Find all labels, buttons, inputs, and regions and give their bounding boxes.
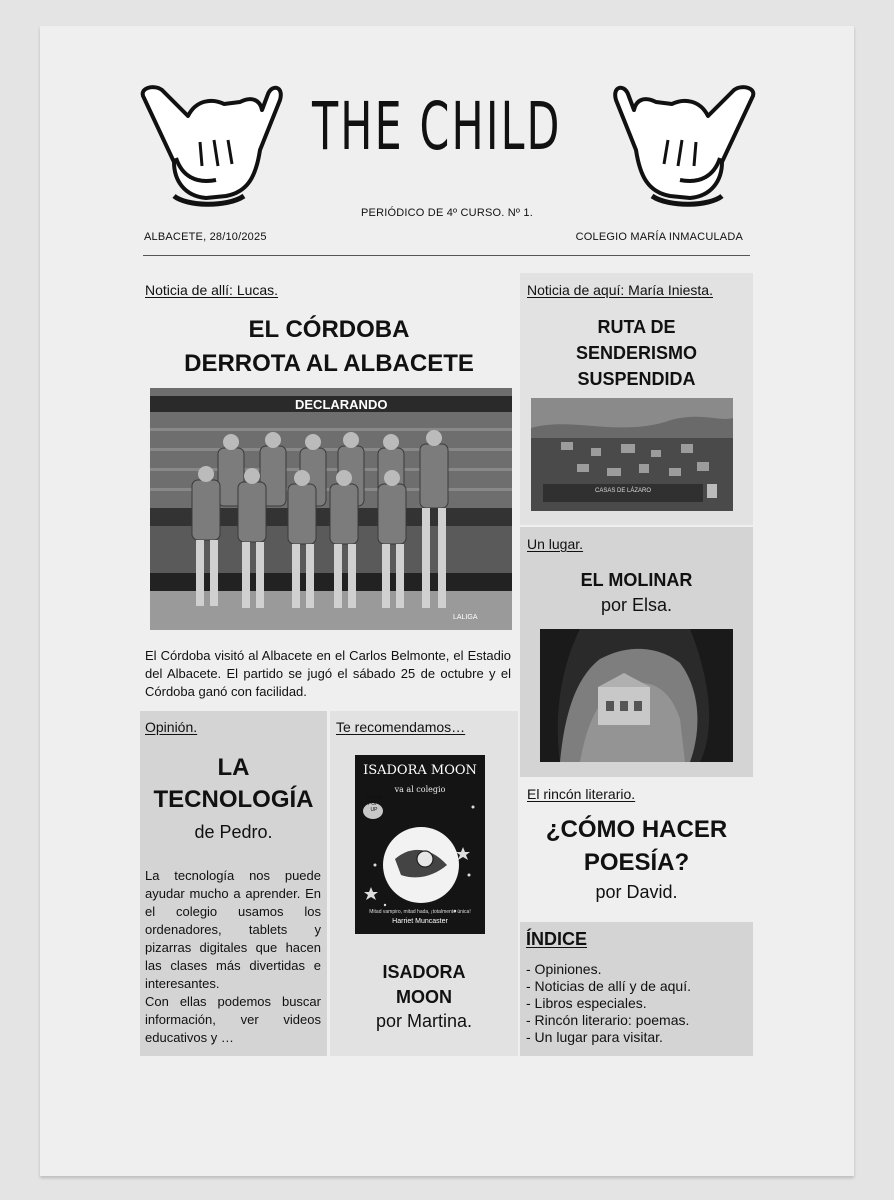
place-headline: EL MOLINAR [580,570,693,590]
place-author: por Elsa. [600,595,673,615]
headline-line: DERROTA AL ALBACETE [184,350,474,377]
opinion-body [145,867,321,1047]
headline-line: EL CÓRDOBA [248,316,410,343]
molinar-photo [540,629,733,762]
opinion-paragraph: La tecnología nos puede ayudar mucho a aprender. En el colegio usamos los ordenadores, tablets y pizarras digitales que hacen las clases más divertidas e interesantes. [145,868,321,991]
cover-badge: Edición POP-UP [365,795,383,813]
headline-line: ISADORA [382,962,466,982]
village-photo [531,398,733,511]
main-headline [140,313,518,381]
opinion-paragraph: Con ellas podemos buscar información, ver videos educativos y … [145,994,321,1045]
shaka-hand-icon [612,80,760,210]
headline-line: TECNOLOGÍA [153,786,314,813]
photo-banner-text: DECLARANDO [295,397,388,412]
school-name: COLEGIO MARÍA INMACULADA [575,231,743,243]
index-title: ÍNDICE [526,929,588,949]
header-divider [143,255,750,256]
headline-line: RUTA DE [597,317,676,337]
list-item: - Rincón literario: poemas. [526,1012,690,1028]
team-photo [150,388,512,630]
headline-line: POESÍA? [583,849,690,876]
list-item: - Libros especiales. [526,995,647,1011]
list-item: - Un lugar para visitar. [526,1029,663,1045]
photo-corner-text: LALIGA [453,614,478,621]
section-label: El rincón literario. [527,786,636,802]
main-story-body: El Córdoba visitó al Albacete en el Carlos Belmonte, el Estadio del Albacete. El partido se jugó el sábado 25 de octubre y el Córdoba ganó con facilidad. [145,648,511,699]
index-list [526,961,691,1046]
list-item: - Noticias de allí y de aquí. [526,978,691,994]
headline-line: LA [217,754,250,781]
recommend-author: por Martina. [375,1011,473,1031]
section-label: Opinión. [145,719,198,735]
opinion-author: de Pedro. [194,822,273,842]
literary-headline [520,813,753,879]
local-headline [520,314,753,392]
cover-tagline: Mitad vampiro, mitad hada, ¡totalmente única! [369,909,471,915]
literary-author: por David. [595,882,678,902]
list-item: - Opiniones. [526,961,602,977]
newspaper-title: THE CHILD [312,88,562,165]
headline-line: SENDERISMO [575,343,698,363]
opinion-headline [140,752,327,816]
place-date: ALBACETE, 28/10/2025 [144,231,267,243]
recommend-headline [330,960,518,1010]
book-cover [355,755,485,934]
photo-caption: CASAS DE LÁZARO [594,488,651,494]
section-label: Noticia de aquí: María Iniesta. [527,282,713,298]
shaka-hand-icon [136,80,284,210]
section-label: Noticia de allí: Lucas. [145,282,279,298]
section-label: Te recomendamos… [336,719,466,735]
newspaper-subtitle: PERIÓDICO DE 4º CURSO. Nº 1. [361,207,533,219]
headline-line: SUSPENDIDA [577,369,696,389]
headline-line: MOON [396,987,452,1007]
cover-subtitle: va al colegio [394,785,446,794]
headline-line: ¿CÓMO HACER [545,816,728,843]
cover-title: ISADORA MOON [363,763,477,778]
section-label: Un lugar. [527,536,584,552]
cover-author: Harriet Muncaster [392,918,448,925]
